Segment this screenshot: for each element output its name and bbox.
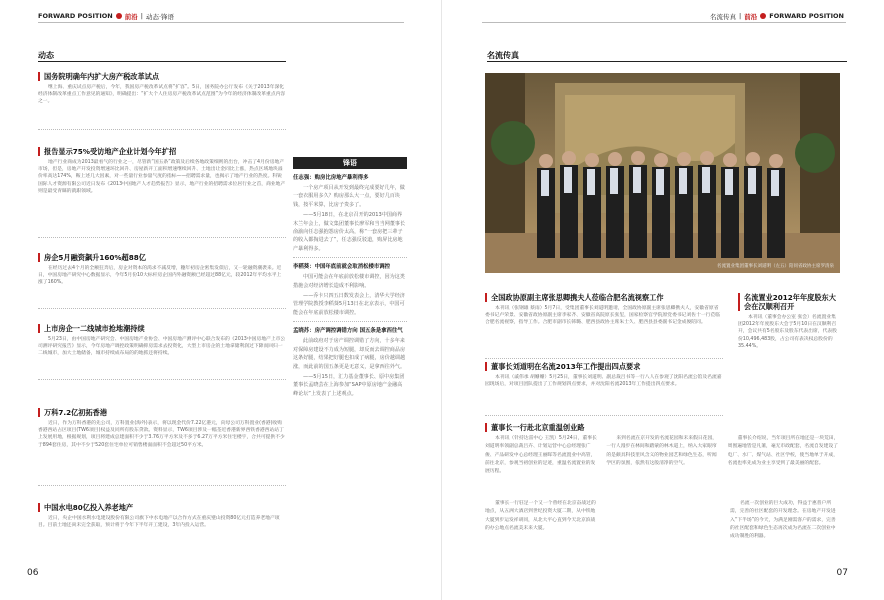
article: [38, 408, 286, 480]
article-body: 本刊讯（针持达雷中心 王凯）5月24日，董事长刘道明率领副总裁吕卉、计划运营中心总经理张广俊、产品研发中心总经理王丽晖等名流置业中高管，前往北京，参观当初创业的足迹，重温名流置业的发展历程。: [485, 436, 597, 475]
article-title: 国务院明确年内扩大房产税改革试点: [38, 72, 286, 81]
article-title: 名流置业2012年年度股东大会在汉顺利召开: [738, 293, 840, 311]
article-body: 董事长介绍说，当年项目所在地还是一块荒田，周围遍地皆是凡萋，毫无市政配套，名流自发建设了电厂、水厂、煤气站、社区学校，使当地单于开成，名流也率先成为业主享受到了最美丽的配套。: [727, 436, 839, 466]
brand-logo-icon: [760, 13, 766, 19]
quote-head: 李稻葵：中国年底前就会取消松楼市调控: [293, 264, 391, 271]
article-title: 董事长刘道明在名流2013年工作提出四点要求: [485, 362, 723, 371]
brand-logo-icon: [116, 13, 122, 19]
divider: [293, 321, 407, 322]
article-title: 董事长一行赴北京重温创业路: [485, 423, 605, 432]
article: [38, 503, 286, 553]
quote-head: 孟晓苏：房产调控调错方向 国五条是拿西往气: [293, 328, 403, 335]
article-body: 近日，央企中国水利水电建设股份有限公司旗下中水电地产以合作方式在重庆璧山投资80亿元打造养老地产项目。目前土地还尚未完全获取，预计将于今年下半年开工建设，3年内投入运营。: [38, 516, 280, 529]
article: [38, 72, 286, 124]
article-body: 来到名流在京开发的名流花园和未来假日花园，一行人漫步在林间和踏蒙的林木道上，纳入大家眼帘的是颇具科技里风含义的物业园艺和绿色生态，听闻学区的氛围，依然有这般清净的空气。: [606, 436, 718, 466]
header-rule: [482, 22, 846, 23]
article: [38, 147, 286, 232]
article: [38, 324, 286, 374]
article-body: 近日，作为万科香港的先公司，万科置业(海外)表示，将以现金代价7.22亿港元，向母公司万科置业(香港)收购香港西站占区项目(TW6项目)权益及同所有股东贷款。资料显示，TW6项目涉及一幅荃近香港新界西铁香港西站站丁上发展用地，根据规划，项目将建成总建面积不少于3.76万平方米及不多于6.27万平方米住宅楼宇，合共可提供不少于894套住房，其中不少于520套住宅单位可销售楼面面积不会超过50平方米。: [38, 421, 285, 448]
section-title: 名流传真: [487, 51, 519, 60]
group-photo: [485, 73, 840, 273]
brand-name-cn: 前沿: [744, 12, 758, 21]
page-number: 07: [836, 568, 848, 578]
quote-source: ——乔卡只四五日数发表会上，清华大学经济管理学院教授李稻葵5月13日在北京表示，中国可能会在年底前放松楼市调控。: [293, 293, 405, 316]
article-body: 本刊讯（戚伟承 胡姗姗）5月25日，董事长刘道明、副总裁吕书等一行八人在参观了沈阳名流公馆及名流嘉园现场后，对项目团队提出了工作规划四点要求，并对沈阳名流2013年工作提出四点要求。: [485, 375, 722, 388]
article-title: 房企5月融资飙升160%超88亿: [38, 253, 286, 262]
group-photo-image: [485, 73, 840, 273]
quote-body: 此前政府对于房产调控调错了方向，十多年来对保障房建设不力成为短腿，却反而去调控商品房这条好腿，结果把好腿也扣成了病腿，房价越调越涨，而此前的国五条更是无意义，是拿西往外气。: [293, 338, 406, 370]
photo-caption: 名流置业集团董事长刘道明（左五）陪同省政协主席罗清泉: [717, 264, 834, 269]
article-body: 名流一次创业的巨大成功，得益于惠普户所需，完善的社区配套的开发理念。在房地产开发进入“下半场”的今天，为满足刚需客户的需求，完善的社区配套和绿色生态再次成为名流在二次创业中成功制胜的利器。: [730, 500, 840, 560]
article-body: 本刊讯（张钢雄 蔡雨）5月7日，受集团董事长刘道明邀请，全国政协原副主席张思卿携夫人，安徽省原省委书记卢荣景、安徽省政协原副主席李家齐、安徽省高院原长张玺，国家检察官学院原党委书记刘佐十一行莅临合肥名流视察，指导工作。合肥市副市长韩璐、肥西县政协主席朱士久、肥西县县委副书记金成俊陪同。: [485, 306, 721, 326]
sidebar-title: 锋语: [293, 157, 407, 169]
divider: [293, 257, 407, 258]
article: [738, 293, 840, 413]
running-head: 名流传真 | 前沿 FORWARD POSITION: [710, 12, 844, 21]
article-title: 中国水电80亿投入养老地产: [38, 503, 286, 512]
header-rule: [38, 22, 404, 23]
brand-name: FORWARD POSITION: [769, 12, 844, 20]
article-title: 万科7.2亿初拓香港: [38, 408, 286, 417]
article-body: 本刊讯（董事会办公室 张会）名流置业集团2012年年度股东大会于5月10日在汉顺利召开，会议共有5名股东及股东代表出席，代表股份10,496,483股，占公司有表决权总股份的35.44%。: [738, 315, 837, 349]
article-body: 在经历过去4个月的全额狂奔后，房企对资本的渴求不减反增，穗年初房企密集发债后，又一轮融资潮袭来。近日，中国房地产研究中心数据显示，今年5月份10大标杆房企国内外融资额已经超过88亿元，较2012年平均水平上涨了160%。: [38, 266, 282, 286]
article-title: 全国政协原副主席张思卿携夫人莅临合肥名流视察工作: [485, 293, 723, 302]
section-rule: [487, 61, 847, 62]
subsection-name: 动态·锋语: [145, 12, 175, 21]
article-body: 5月23日，由中国房地产研究会、中国房地产业协会、中国房地产测评中心联合发布的《2013中国房地产上市公司测评研究报告》显示，今年房地产调控政策明确抑房需求去投资化，大型上市房企的土地拿储利润过下降而回归一二线城市，加大土地储备，城市持续成布局的的地抓还将持续。: [38, 337, 286, 357]
page-number: 06: [27, 568, 39, 578]
article: [485, 293, 723, 353]
running-head: FORWARD POSITION 前沿 | 动态·锋语: [38, 12, 175, 21]
quote-source: ——5月15日，汇力基金董事长、原中房集团董事长孟晓芸在上海参加“SAP中原房地产金融高峰论坛”上发表了上述观点。: [293, 373, 405, 397]
article: [38, 253, 286, 303]
section-title: 动态: [38, 51, 54, 60]
quote-head: 任志强：购房比房地产暴利得多: [293, 175, 369, 181]
article-body: 地产行业商成为2013最看气的行业之一，尽管新“国五条”政策及后续各地政策细则的出台，冲击了4月份房地产市场，但是，房地产开发投资增速环比回升、房屋新开工面积增速继续回升、土地出让金同比上涨，热点区域地块溢价率高达174%，鞍上述几大因素，对一些量行业参量气度的指标——招聘需求量，也揭示了地产行业的热度。科锐国际人才资源有限公司近日发布《2013中国地产人才趋势报告》显示，地产行业的招聘需求位居行业之首，商业地产则是最受青睐的就职领域。: [38, 160, 286, 194]
quote-body: 中国可能会在年底前放松楼市调控，因为这类措施会对经济增长造成不利影响。: [293, 274, 405, 289]
article-title: 上市房企一二线城市抢地潮持续: [38, 324, 286, 333]
quote-body: 一个房产项目从开发到最终完成要好几年，做一套衣服用多久？购房那么大一点，要好几百块钱，按平米算，比房子贵多了。: [293, 185, 405, 208]
section-name: 前沿: [124, 12, 138, 21]
article-title: 报告显示75%受访地产企业计划今年扩招: [38, 147, 286, 156]
quotes-sidebar: [293, 157, 407, 557]
article-body: 继上海、重庆试点房产税后，今年，我国房产税改革试点将“扩容”。5日，国务院办公厅发布《关于2013年深化经济体制改革重点工作意见的通知》，明确提出：“扩大个人住房房产税改革试点范围”为今年的经济体制改革重点内容之一。: [38, 85, 286, 105]
quote-source: ——5月18日，在北京召开的2013中国商界木兰年会上，做文集团董事长廖军和当当网董事长俞渝向任志强抱怨房价太高，称“一套房把三辈子的收入都掏进去了”，任志强反驳道，购屏比房地产暴利得多。: [293, 212, 406, 252]
article-body: 董事长一行驻足一个又一个曾经在北京奋战过的地点，从五洲大酒店到世纪投资大厦二期，从中铁地大厦到步运发祥胡同，从北大平心直到今天北京滨战的办公地点名流美未来大厦。: [485, 500, 597, 560]
brand-name: FORWARD POSITION: [38, 12, 113, 20]
section-name: 名流传真: [710, 12, 737, 21]
section-rule: [38, 61, 286, 62]
article: [485, 362, 723, 410]
